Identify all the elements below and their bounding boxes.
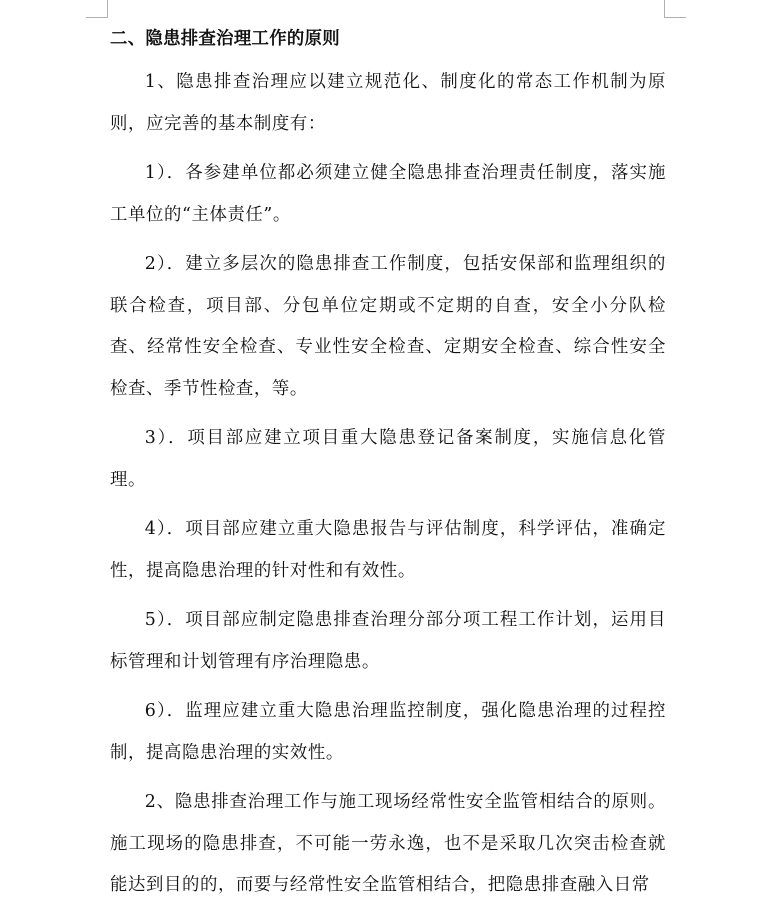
paragraph-item-3: 3）．项目部应建立项目重大隐患登记备案制度，实施信息化管理。 <box>110 428 666 490</box>
paragraph-item-4: 4）．项目部应建立重大隐患报告与评估制度，科学评估，准确定性，提高隐患治理的针对性和有效性。 <box>110 519 666 581</box>
paragraph-principle-1: 1、隐患排查治理应以建立规范化、制度化的常态工作机制为原则，应完善的基本制度有： <box>110 72 666 134</box>
margin-corner-mark-right <box>664 0 686 18</box>
paragraph-item-5: 5）．项目部应制定隐患排查治理分部分项工程工作计划，运用目标管理和计划管理有序治理隐患。 <box>110 610 666 672</box>
section-heading: 二、隐患排查治理工作的原则 <box>110 29 340 49</box>
paragraph-principle-2: 2、隐患排查治理工作与施工现场经常性安全监管相结合的原则。施工现场的隐患排查，不可能一劳永逸，也不是采取几次突击检查就能达到目的的，而要与经常性安全监管相结合，把隐患排查融入日常 <box>110 792 666 895</box>
document-body <box>110 22 666 915</box>
paragraph-item-6: 6）．监理应建立重大隐患治理监控制度，强化隐患治理的过程控制，提高隐患治理的实效性。 <box>110 701 666 763</box>
margin-corner-mark-left <box>86 0 108 18</box>
paragraph-item-2: 2）．建立多层次的隐患排查工作制度，包括安保部和监理组织的联合检查，项目部、分包单位定期或不定期的自查，安全小分队检查、经常性安全检查、专业性安全检查、定期安全检查、综合性安全检查、季节性检查，等。 <box>110 254 666 399</box>
paragraph-item-1: 1）．各参建单位都必须建立健全隐患排查治理责任制度，落实施工单位的“主体责任”。 <box>110 163 666 225</box>
